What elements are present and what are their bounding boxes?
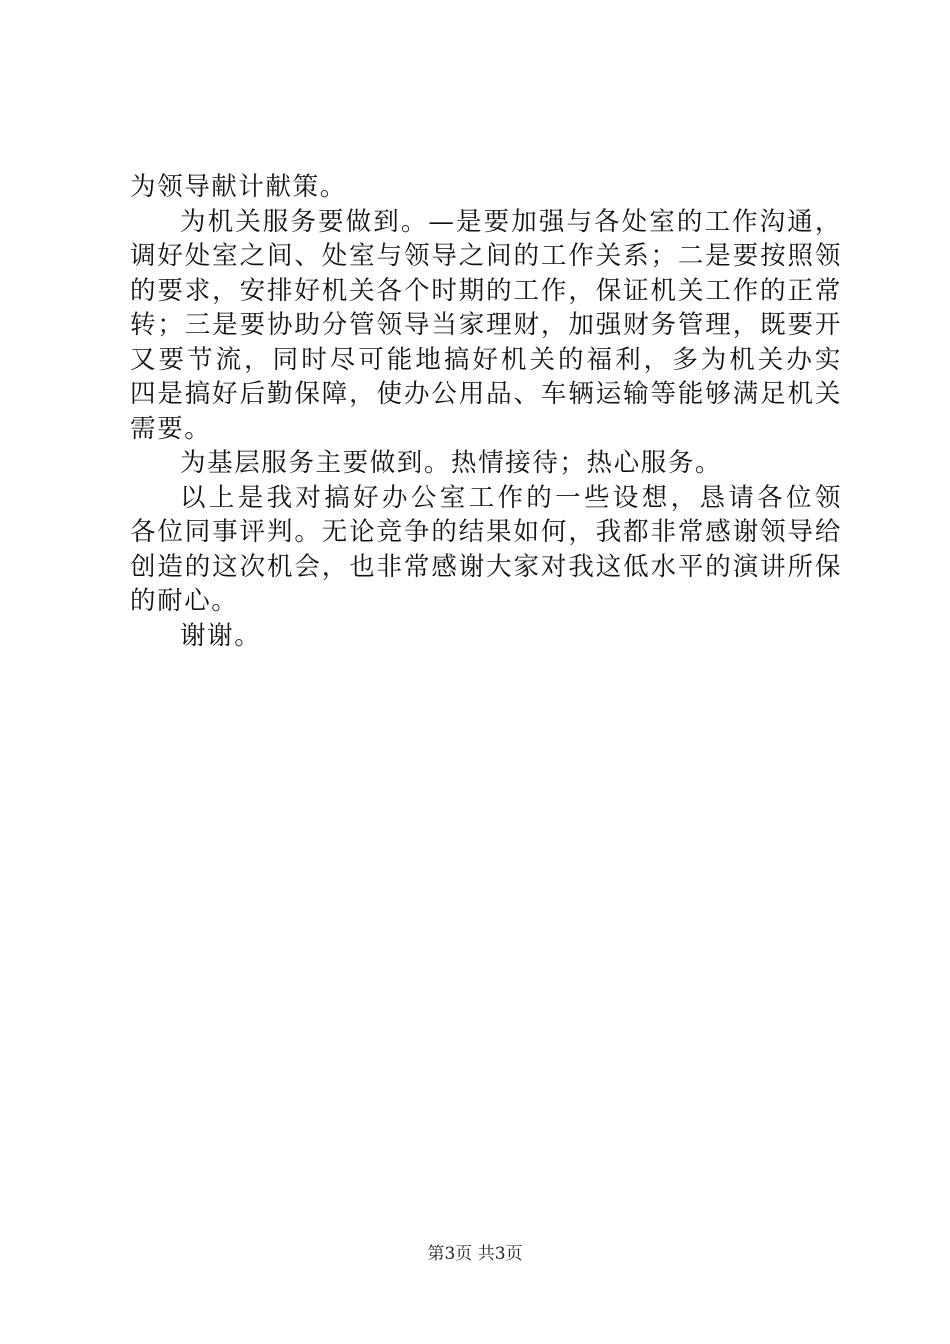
text-line: 又要节流，同时尽可能地搞好机关的福利，多为机关办实	[130, 344, 842, 375]
text-line: 创造的这次机会，也非常感谢大家对我这低水平的演讲所保	[130, 551, 842, 582]
text-line: 的要求，安排好机关各个时期的工作，保证机关工作的正常	[130, 275, 842, 306]
text-line: 为机关服务要做到。—是要加强与各处室的工作沟通，	[180, 206, 842, 237]
text-line: 为领导献计献策。	[130, 172, 347, 202]
document-body	[130, 170, 842, 653]
text-line: 谢谢。	[180, 620, 262, 651]
page-total: 共3页	[477, 1244, 523, 1264]
text-line: 为基层服务主要做到。热情接待；热心服务。	[180, 448, 723, 478]
text-line: 各位同事评判。无论竞争的结果如何，我都非常感谢领导给	[130, 517, 842, 547]
text-line: 四是搞好后勤保障，使办公用品、车辆运输等能够满足机关	[130, 379, 842, 409]
text-line: 的耐心。	[130, 586, 239, 616]
text-line: 转；三是要协助分管领导当家理财，加强财务管理，既要开	[130, 310, 842, 340]
text-line: 以上是我对搞好办公室工作的一些设想，恳请各位领	[180, 482, 842, 513]
page-number: 第3页	[427, 1244, 473, 1264]
text-line: 需要。	[130, 413, 212, 444]
text-line: 调好处室之间、处室与领导之间的工作关系；二是要按照领	[130, 241, 842, 271]
page-footer	[0, 1243, 950, 1265]
